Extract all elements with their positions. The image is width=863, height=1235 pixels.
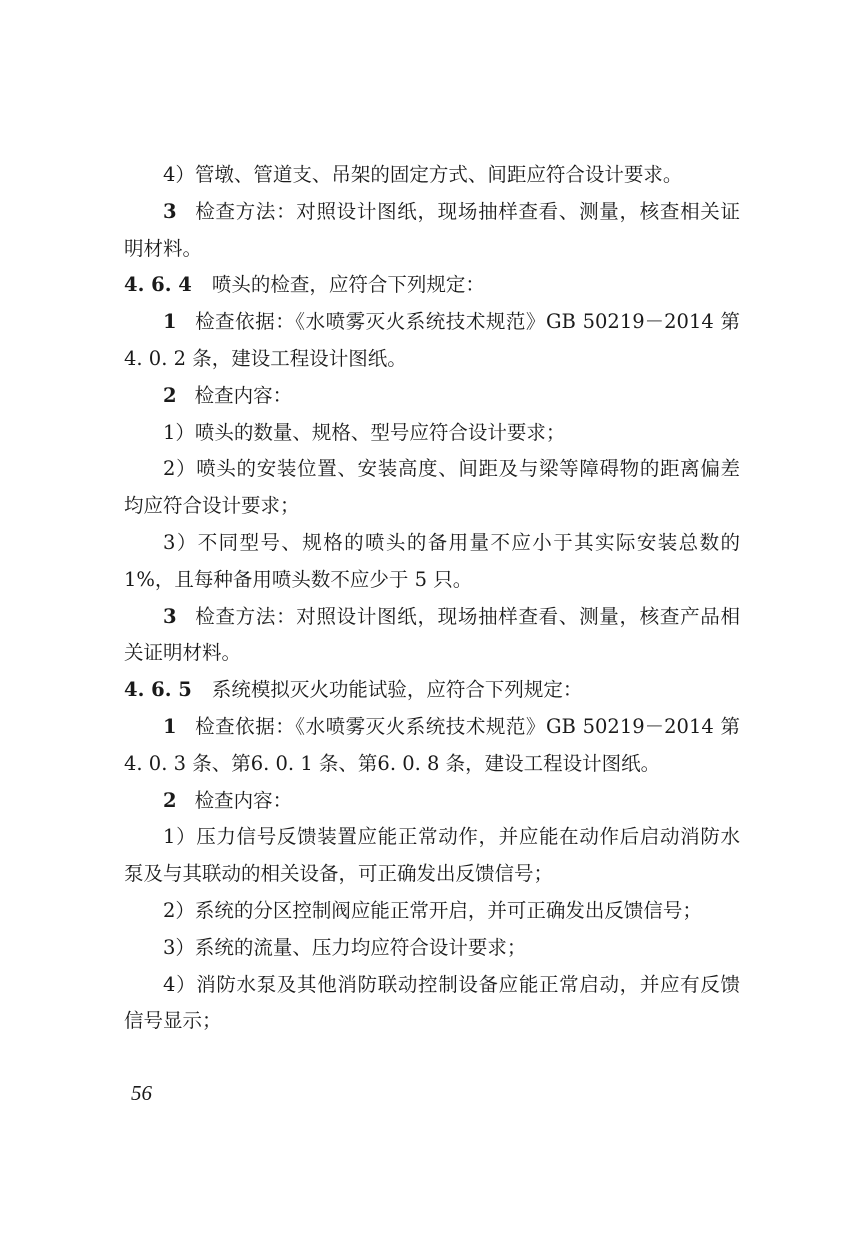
numbered-item [124, 304, 740, 378]
item-number: 1 [163, 714, 177, 738]
item-text: 检查方法：对照设计图纸，现场抽样查看、测量，核查相关证明材料。 [124, 199, 740, 260]
numbered-item [124, 709, 740, 783]
numbered-item [124, 599, 740, 673]
item-text: 检查内容： [194, 383, 293, 407]
list-item: 4）消防水泵及其他消防联动控制设备应能正常启动，并应有反馈信号显示； [124, 972, 740, 1033]
item-number: 2 [163, 788, 177, 812]
item-text: 检查内容： [194, 788, 293, 812]
item-number: 3 [163, 604, 177, 628]
item-text: 检查方法：对照设计图纸，现场抽样查看、测量，核查产品相关证明材料。 [124, 604, 740, 665]
item-number: 2 [163, 383, 177, 407]
list-item: 4）管墩、管道支、吊架的固定方式、间距应符合设计要求。 [163, 163, 683, 186]
list-item: 1）喷头的数量、规格、型号应符合设计要求； [163, 420, 566, 444]
clause-text: 喷头的检查，应符合下列规定： [211, 273, 485, 297]
item-number: 1 [163, 310, 177, 334]
list-item: 2）喷头的安装位置、安装高度、间距及与梁等障碍物的距离偏差均应符合设计要求； [124, 457, 740, 518]
page-number: 56 [131, 1081, 152, 1105]
clause-text: 系统模拟灭火功能试验，应符合下列规定： [211, 678, 583, 702]
clause-heading [124, 267, 740, 304]
item-number: 3 [163, 199, 177, 223]
list-item: 3）系统的流量、压力均应符合设计要求； [163, 935, 527, 959]
clause-heading [124, 672, 740, 709]
document-body [124, 157, 740, 1040]
list-item: 3）不同型号、规格的喷头的备用量不应小于其实际安装总数的 1%，且每种备用喷头数不应少于 5 只。 [124, 530, 740, 591]
list-item: 1）压力信号反馈装置应能正常动作，并应能在动作后启动消防水泵及与其联动的相关设备，可正确发出反馈信号； [124, 825, 740, 886]
clause-number: 4. 6. 5 [124, 678, 192, 702]
numbered-item [124, 783, 740, 820]
item-text: 检查依据：《水喷雾灭火系统技术规范》GB 50219－2014 第4. 0. 3 条、第6. 0. 1 条、第6. 0. 8 条，建设工程设计图纸。 [124, 714, 740, 775]
list-item: 2）系统的分区控制阀应能正常开启，并可正确发出反馈信号； [163, 898, 702, 922]
item-text: 检查依据：《水喷雾灭火系统技术规范》GB 50219－2014 第4. 0. 2 条，建设工程设计图纸。 [124, 310, 740, 370]
clause-number: 4. 6. 4 [124, 273, 192, 297]
numbered-item [124, 194, 740, 268]
numbered-item [124, 378, 740, 415]
